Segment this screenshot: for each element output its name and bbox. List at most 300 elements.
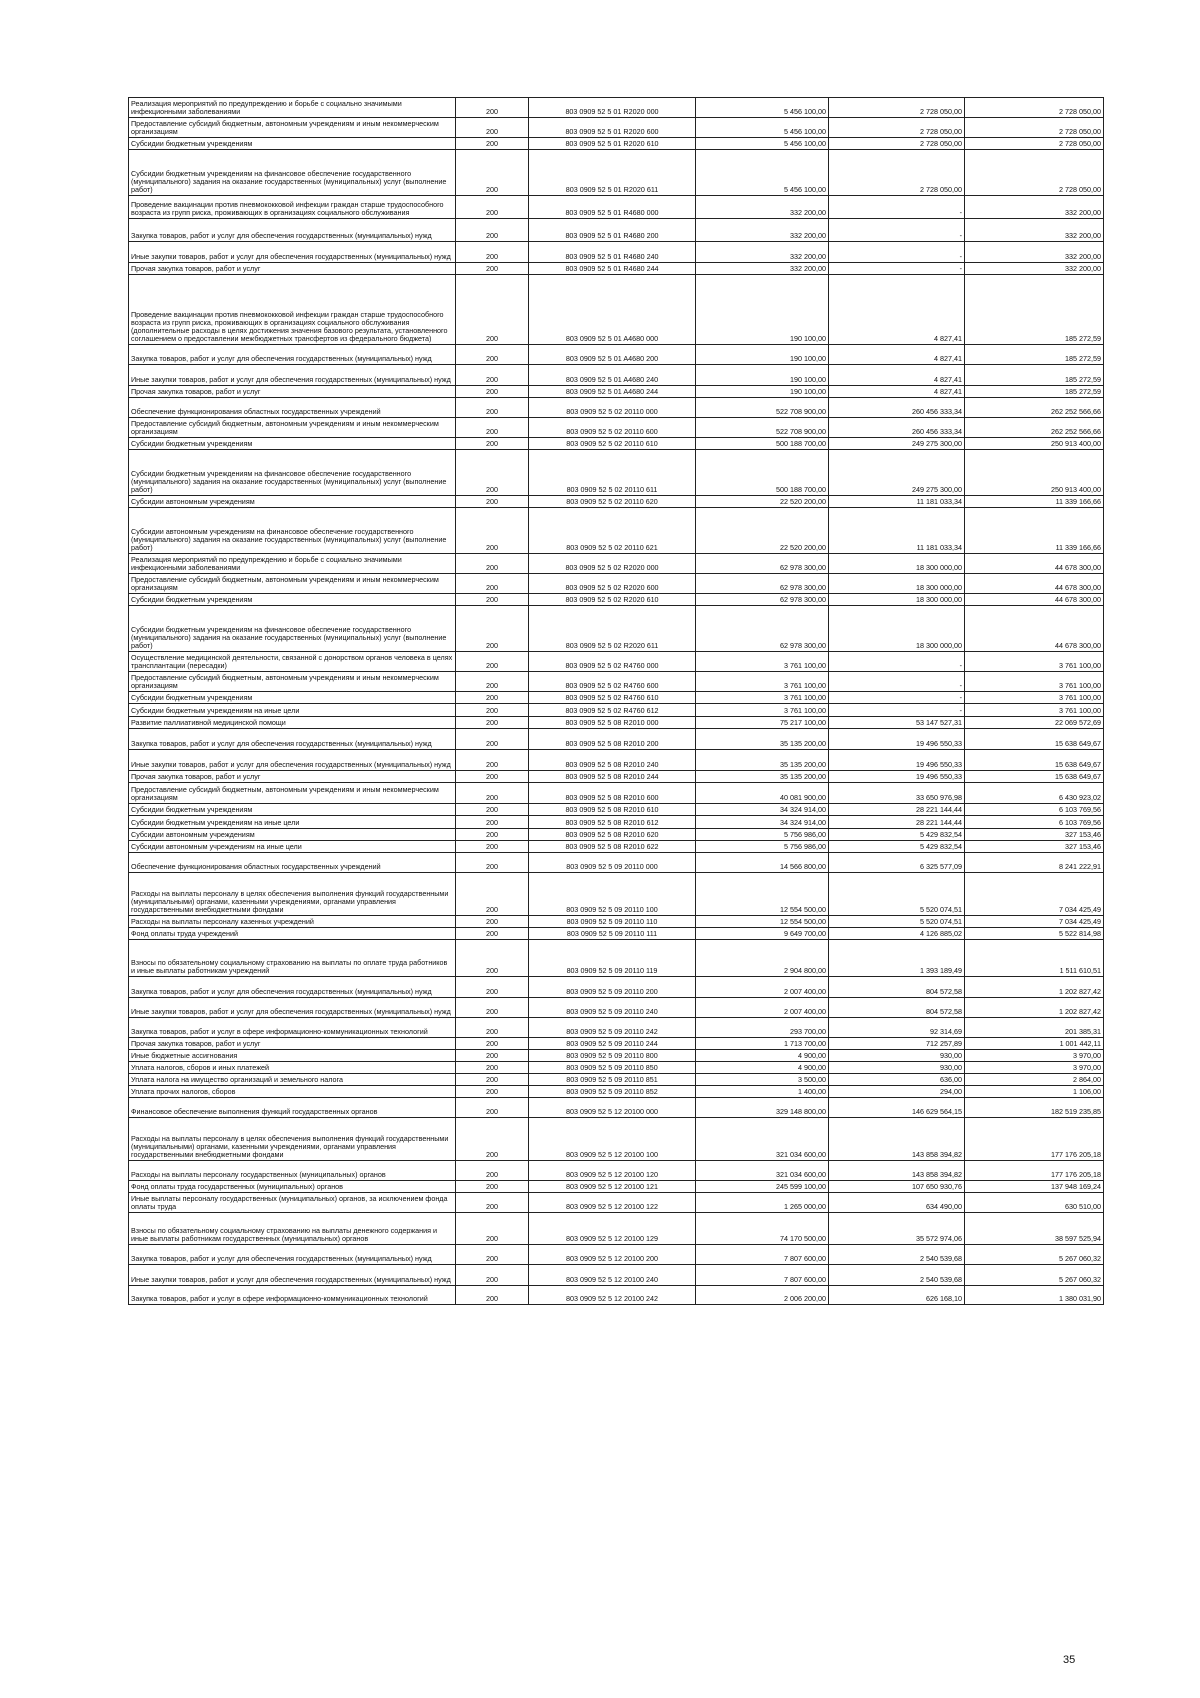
- cell-name: Расходы на выплаты персоналу государственных (муниципальных) органов: [129, 1161, 456, 1181]
- cell-kbk: 803 0909 52 5 12 20100 240: [529, 1265, 696, 1286]
- cell-v3: 182 519 235,85: [965, 1098, 1104, 1118]
- cell-v3: 177 176 205,18: [965, 1161, 1104, 1181]
- table-row: [129, 1265, 1104, 1286]
- cell-v1: 62 978 300,00: [696, 554, 829, 574]
- cell-v3: 3 761 100,00: [965, 704, 1104, 717]
- table-row: [129, 804, 1104, 816]
- cell-v3: 185 272,59: [965, 386, 1104, 398]
- cell-v1: 245 599 100,00: [696, 1181, 829, 1193]
- cell-v2: 2 728 050,00: [829, 138, 965, 150]
- cell-name: Субсидии бюджетным учреждениям на финансовое обеспечение государственного (муниципального) задания на оказание государственных (муниципальных) услуг (выполнение работ): [129, 606, 456, 652]
- cell-v1: 5 456 100,00: [696, 150, 829, 196]
- table-row: [129, 771, 1104, 783]
- cell-v1: 62 978 300,00: [696, 594, 829, 606]
- cell-name: Реализация мероприятий по предупреждению и борьбе с социально значимыми инфекционными заболеваниями: [129, 554, 456, 574]
- cell-v1: 332 200,00: [696, 242, 829, 263]
- cell-v3: 177 176 205,18: [965, 1118, 1104, 1161]
- table-row: [129, 594, 1104, 606]
- cell-code: 200: [456, 1193, 529, 1213]
- table-row: [129, 574, 1104, 594]
- cell-v3: 1 106,00: [965, 1086, 1104, 1098]
- table-row: [129, 1062, 1104, 1074]
- cell-code: 200: [456, 853, 529, 873]
- cell-code: 200: [456, 138, 529, 150]
- cell-name: Уплата налогов, сборов и иных платежей: [129, 1062, 456, 1074]
- cell-v2: 4 827,41: [829, 345, 965, 365]
- cell-v2: 2 728 050,00: [829, 98, 965, 118]
- table-row: [129, 242, 1104, 263]
- cell-v2: 294,00: [829, 1086, 965, 1098]
- cell-kbk: 803 0909 52 5 08 R2010 600: [529, 783, 696, 804]
- cell-v2: 2 728 050,00: [829, 118, 965, 138]
- cell-v1: 500 188 700,00: [696, 450, 829, 496]
- cell-v3: 137 948 169,24: [965, 1181, 1104, 1193]
- cell-name: Закупка товаров, работ и услуг для обеспечения государственных (муниципальных) нужд: [129, 1245, 456, 1265]
- cell-v3: 15 638 649,67: [965, 729, 1104, 750]
- cell-code: 200: [456, 704, 529, 717]
- table-row: [129, 508, 1104, 554]
- table-row: [129, 1118, 1104, 1161]
- cell-v1: 3 761 100,00: [696, 672, 829, 692]
- cell-kbk: 803 0909 52 5 01 A4680 000: [529, 275, 696, 345]
- cell-code: 200: [456, 275, 529, 345]
- cell-v2: 18 300 000,00: [829, 606, 965, 652]
- cell-v3: 11 339 166,66: [965, 496, 1104, 508]
- cell-kbk: 803 0909 52 5 08 R2010 612: [529, 816, 696, 829]
- cell-code: 200: [456, 916, 529, 928]
- cell-v1: 1 713 700,00: [696, 1038, 829, 1050]
- cell-code: 200: [456, 672, 529, 692]
- cell-v2: 712 257,89: [829, 1038, 965, 1050]
- cell-kbk: 803 0909 52 5 09 20110 240: [529, 998, 696, 1018]
- cell-code: 200: [456, 771, 529, 783]
- cell-name: Субсидии автономным учреждениям: [129, 496, 456, 508]
- cell-kbk: 803 0909 52 5 12 20100 000: [529, 1098, 696, 1118]
- cell-kbk: 803 0909 52 5 09 20110 000: [529, 853, 696, 873]
- cell-kbk: 803 0909 52 5 09 20110 119: [529, 940, 696, 977]
- table-row: [129, 398, 1104, 418]
- cell-name: Обеспечение функционирования областных государственных учреждений: [129, 398, 456, 418]
- cell-v3: 6 430 923,02: [965, 783, 1104, 804]
- cell-kbk: 803 0909 52 5 12 20100 120: [529, 1161, 696, 1181]
- cell-v2: 6 325 577,09: [829, 853, 965, 873]
- cell-v1: 14 566 800,00: [696, 853, 829, 873]
- cell-kbk: 803 0909 52 5 12 20100 242: [529, 1286, 696, 1305]
- table-row: [129, 750, 1104, 771]
- cell-v1: 5 456 100,00: [696, 118, 829, 138]
- cell-kbk: 803 0909 52 5 09 20110 110: [529, 916, 696, 928]
- cell-v3: 11 339 166,66: [965, 508, 1104, 554]
- cell-name: Фонд оплаты труда учреждений: [129, 928, 456, 940]
- cell-name: Субсидии бюджетным учреждениям: [129, 692, 456, 704]
- table-row: [129, 365, 1104, 386]
- table-row: [129, 652, 1104, 672]
- cell-kbk: 803 0909 52 5 01 R4680 244: [529, 263, 696, 275]
- cell-v3: 250 913 400,00: [965, 450, 1104, 496]
- cell-v3: 201 385,31: [965, 1018, 1104, 1038]
- cell-v2: -: [829, 692, 965, 704]
- cell-code: 200: [456, 438, 529, 450]
- table-row: [129, 606, 1104, 652]
- cell-name: Обеспечение функционирования областных государственных учреждений: [129, 853, 456, 873]
- cell-code: 200: [456, 1213, 529, 1245]
- cell-v3: 3 761 100,00: [965, 672, 1104, 692]
- cell-name: Прочая закупка товаров, работ и услуг: [129, 771, 456, 783]
- cell-name: Реализация мероприятий по предупреждению и борьбе с социально значимыми инфекционными заболеваниями: [129, 98, 456, 118]
- cell-v2: 107 650 930,76: [829, 1181, 965, 1193]
- cell-v2: 28 221 144,44: [829, 816, 965, 829]
- table-row: [129, 1098, 1104, 1118]
- cell-name: Расходы на выплаты персоналу в целях обеспечения выполнения функций государственными (муниципальными) органами, казенными учреждениями, органами управления государственными внебюджетными фондами: [129, 873, 456, 916]
- cell-v1: 522 708 900,00: [696, 398, 829, 418]
- cell-kbk: 803 0909 52 5 02 R2020 611: [529, 606, 696, 652]
- cell-v2: 5 429 832,54: [829, 829, 965, 841]
- cell-v3: 2 728 050,00: [965, 98, 1104, 118]
- cell-v1: 293 700,00: [696, 1018, 829, 1038]
- cell-v3: 2 728 050,00: [965, 150, 1104, 196]
- table-row: [129, 977, 1104, 998]
- cell-v3: 185 272,59: [965, 345, 1104, 365]
- cell-code: 200: [456, 1181, 529, 1193]
- cell-v3: 3 970,00: [965, 1050, 1104, 1062]
- cell-v1: 35 135 200,00: [696, 750, 829, 771]
- cell-v1: 3 761 100,00: [696, 692, 829, 704]
- cell-v3: 2 728 050,00: [965, 118, 1104, 138]
- cell-name: Осуществление медицинской деятельности, связанной с донорством органов человека в целях трансплантации (пересадки): [129, 652, 456, 672]
- cell-v1: 40 081 900,00: [696, 783, 829, 804]
- cell-v1: 74 170 500,00: [696, 1213, 829, 1245]
- cell-v1: 5 756 986,00: [696, 841, 829, 853]
- table-row: [129, 275, 1104, 345]
- cell-v1: 9 649 700,00: [696, 928, 829, 940]
- table-row: [129, 118, 1104, 138]
- cell-v1: 75 217 100,00: [696, 717, 829, 729]
- cell-v2: 249 275 300,00: [829, 438, 965, 450]
- cell-v1: 2 007 400,00: [696, 977, 829, 998]
- cell-name: Предоставление субсидий бюджетным, автономным учреждениям и иным некоммерческим организациям: [129, 783, 456, 804]
- cell-v2: 19 496 550,33: [829, 729, 965, 750]
- cell-v1: 12 554 500,00: [696, 873, 829, 916]
- cell-code: 200: [456, 1265, 529, 1286]
- cell-v1: 5 756 986,00: [696, 829, 829, 841]
- cell-kbk: 803 0909 52 5 02 R4760 000: [529, 652, 696, 672]
- cell-name: Прочая закупка товаров, работ и услуг: [129, 1038, 456, 1050]
- cell-kbk: 803 0909 52 5 08 R2010 620: [529, 829, 696, 841]
- cell-v2: 11 181 033,34: [829, 508, 965, 554]
- table-row: [129, 704, 1104, 717]
- table-row: [129, 1038, 1104, 1050]
- cell-kbk: 803 0909 52 5 01 R4680 200: [529, 219, 696, 242]
- cell-v1: 7 807 600,00: [696, 1265, 829, 1286]
- cell-v3: 44 678 300,00: [965, 606, 1104, 652]
- cell-v2: -: [829, 242, 965, 263]
- cell-v3: 2 864,00: [965, 1074, 1104, 1086]
- cell-name: Субсидии бюджетным учреждениям: [129, 138, 456, 150]
- cell-kbk: 803 0909 52 5 02 R4760 612: [529, 704, 696, 717]
- cell-kbk: 803 0909 52 5 02 R4760 600: [529, 672, 696, 692]
- cell-name: Закупка товаров, работ и услуг для обеспечения государственных (муниципальных) нужд: [129, 345, 456, 365]
- cell-kbk: 803 0909 52 5 09 20110 850: [529, 1062, 696, 1074]
- cell-code: 200: [456, 1062, 529, 1074]
- cell-name: Иные закупки товаров, работ и услуг для обеспечения государственных (муниципальных) нужд: [129, 750, 456, 771]
- table-row: [129, 717, 1104, 729]
- cell-v2: 11 181 033,34: [829, 496, 965, 508]
- cell-v2: 249 275 300,00: [829, 450, 965, 496]
- table-row: [129, 729, 1104, 750]
- cell-v3: 6 103 769,56: [965, 816, 1104, 829]
- table-row: [129, 1050, 1104, 1062]
- cell-v3: 3 970,00: [965, 1062, 1104, 1074]
- cell-code: 200: [456, 1286, 529, 1305]
- cell-kbk: 803 0909 52 5 01 A4680 244: [529, 386, 696, 398]
- cell-code: 200: [456, 998, 529, 1018]
- cell-v2: 18 300 000,00: [829, 554, 965, 574]
- cell-code: 200: [456, 508, 529, 554]
- cell-kbk: 803 0909 52 5 09 20110 100: [529, 873, 696, 916]
- cell-name: Субсидии бюджетным учреждениям на иные цели: [129, 816, 456, 829]
- budget-table: [128, 97, 1104, 1305]
- cell-code: 200: [456, 783, 529, 804]
- table-row: [129, 1193, 1104, 1213]
- cell-kbk: 803 0909 52 5 01 R2020 610: [529, 138, 696, 150]
- cell-kbk: 803 0909 52 5 09 20110 851: [529, 1074, 696, 1086]
- cell-code: 200: [456, 940, 529, 977]
- cell-v2: -: [829, 263, 965, 275]
- cell-code: 200: [456, 450, 529, 496]
- cell-v1: 190 100,00: [696, 345, 829, 365]
- cell-v2: 19 496 550,33: [829, 771, 965, 783]
- cell-v1: 34 324 914,00: [696, 816, 829, 829]
- cell-kbk: 803 0909 52 5 08 R2010 244: [529, 771, 696, 783]
- table-row: [129, 853, 1104, 873]
- cell-v1: 3 761 100,00: [696, 652, 829, 672]
- cell-v3: 3 761 100,00: [965, 692, 1104, 704]
- table-row: [129, 263, 1104, 275]
- cell-v2: 804 572,58: [829, 998, 965, 1018]
- table-row: [129, 873, 1104, 916]
- cell-v3: 332 200,00: [965, 242, 1104, 263]
- table-row: [129, 783, 1104, 804]
- cell-v3: 1 380 031,90: [965, 1286, 1104, 1305]
- cell-kbk: 803 0909 52 5 09 20110 111: [529, 928, 696, 940]
- cell-code: 200: [456, 594, 529, 606]
- cell-v3: 7 034 425,49: [965, 916, 1104, 928]
- cell-kbk: 803 0909 52 5 09 20110 852: [529, 1086, 696, 1098]
- cell-name: Закупка товаров, работ и услуг для обеспечения государственных (муниципальных) нужд: [129, 219, 456, 242]
- cell-code: 200: [456, 98, 529, 118]
- cell-kbk: 803 0909 52 5 01 A4680 240: [529, 365, 696, 386]
- cell-v3: 15 638 649,67: [965, 750, 1104, 771]
- cell-name: Проведение вакцинации против пневмококковой инфекции граждан старше трудоспособного возраста из групп риска, проживающих в организациях социального обслуживания: [129, 196, 456, 219]
- table-row: [129, 692, 1104, 704]
- cell-v2: 33 650 976,98: [829, 783, 965, 804]
- cell-v1: 2 904 800,00: [696, 940, 829, 977]
- cell-v2: 143 858 394,82: [829, 1118, 965, 1161]
- cell-v3: 327 153,46: [965, 829, 1104, 841]
- cell-v3: 5 267 060,32: [965, 1245, 1104, 1265]
- cell-name: Иные выплаты персоналу государственных (муниципальных) органов, за исключением фонда оплаты труда: [129, 1193, 456, 1213]
- table-row: [129, 1074, 1104, 1086]
- cell-code: 200: [456, 692, 529, 704]
- table-row: [129, 418, 1104, 438]
- cell-v1: 7 807 600,00: [696, 1245, 829, 1265]
- cell-name: Расходы на выплаты персоналу в целях обеспечения выполнения функций государственными (муниципальными) органами, казенными учреждениями, органами управления государственными внебюджетными фондами: [129, 1118, 456, 1161]
- table-row: [129, 1086, 1104, 1098]
- cell-kbk: 803 0909 52 5 08 R2010 000: [529, 717, 696, 729]
- cell-code: 200: [456, 750, 529, 771]
- cell-code: 200: [456, 873, 529, 916]
- cell-v1: 190 100,00: [696, 275, 829, 345]
- cell-v1: 190 100,00: [696, 386, 829, 398]
- cell-code: 200: [456, 263, 529, 275]
- cell-v2: 146 629 564,15: [829, 1098, 965, 1118]
- cell-kbk: 803 0909 52 5 02 20110 610: [529, 438, 696, 450]
- cell-kbk: 803 0909 52 5 09 20110 200: [529, 977, 696, 998]
- table-row: [129, 672, 1104, 692]
- cell-name: Уплата прочих налогов, сборов: [129, 1086, 456, 1098]
- budget-execution-table-sheet: [128, 97, 1103, 1305]
- cell-v1: 4 900,00: [696, 1050, 829, 1062]
- cell-v2: 634 490,00: [829, 1193, 965, 1213]
- cell-v3: 44 678 300,00: [965, 574, 1104, 594]
- table-row: [129, 1161, 1104, 1181]
- cell-kbk: 803 0909 52 5 08 R2010 240: [529, 750, 696, 771]
- cell-name: Субсидии бюджетным учреждениям на финансовое обеспечение государственного (муниципального) задания на оказание государственных (муниципальных) услуг (выполнение работ): [129, 150, 456, 196]
- cell-name: Прочая закупка товаров, работ и услуг: [129, 263, 456, 275]
- table-row: [129, 150, 1104, 196]
- cell-code: 200: [456, 345, 529, 365]
- table-row: [129, 928, 1104, 940]
- cell-v1: 500 188 700,00: [696, 438, 829, 450]
- table-row: [129, 345, 1104, 365]
- cell-v1: 2 007 400,00: [696, 998, 829, 1018]
- cell-v3: 44 678 300,00: [965, 594, 1104, 606]
- cell-name: Проведение вакцинации против пневмококковой инфекции граждан старше трудоспособного возраста из групп риска, проживающих в организациях социального обслуживания (дополнительные расходы в целях достижения значения базового результата, установленного соглашением о предоставлении межбюджетных трансфертов из федерального бюджета): [129, 275, 456, 345]
- cell-v2: 18 300 000,00: [829, 594, 965, 606]
- cell-name: Предоставление субсидий бюджетным, автономным учреждениям и иным некоммерческим организациям: [129, 672, 456, 692]
- cell-kbk: 803 0909 52 5 12 20100 129: [529, 1213, 696, 1245]
- cell-kbk: 803 0909 52 5 02 20110 620: [529, 496, 696, 508]
- cell-name: Предоставление субсидий бюджетным, автономным учреждениям и иным некоммерческим организациям: [129, 418, 456, 438]
- cell-name: Предоставление субсидий бюджетным, автономным учреждениям и иным некоммерческим организациям: [129, 118, 456, 138]
- cell-code: 200: [456, 652, 529, 672]
- cell-v1: 62 978 300,00: [696, 606, 829, 652]
- cell-v2: 92 314,69: [829, 1018, 965, 1038]
- table-row: [129, 998, 1104, 1018]
- cell-v3: 5 267 060,32: [965, 1265, 1104, 1286]
- cell-code: 200: [456, 1098, 529, 1118]
- cell-v2: 2 540 539,68: [829, 1265, 965, 1286]
- cell-v3: 7 034 425,49: [965, 873, 1104, 916]
- cell-name: Субсидии автономным учреждениям: [129, 829, 456, 841]
- table-row: [129, 1181, 1104, 1193]
- cell-v2: -: [829, 196, 965, 219]
- page-number: 35: [1063, 1654, 1076, 1666]
- cell-name: Субсидии бюджетным учреждениям на иные цели: [129, 704, 456, 717]
- cell-kbk: 803 0909 52 5 09 20110 242: [529, 1018, 696, 1038]
- cell-v3: 1 001 442,11: [965, 1038, 1104, 1050]
- cell-name: Субсидии бюджетным учреждениям на финансовое обеспечение государственного (муниципального) задания на оказание государственных (муниципальных) услуг (выполнение работ): [129, 450, 456, 496]
- cell-v2: 2 728 050,00: [829, 150, 965, 196]
- cell-code: 200: [456, 1018, 529, 1038]
- cell-v2: 4 126 885,02: [829, 928, 965, 940]
- cell-kbk: 803 0909 52 5 08 R2010 200: [529, 729, 696, 750]
- cell-code: 200: [456, 977, 529, 998]
- cell-v1: 5 456 100,00: [696, 98, 829, 118]
- cell-v1: 1 265 000,00: [696, 1193, 829, 1213]
- cell-v1: 190 100,00: [696, 365, 829, 386]
- cell-code: 200: [456, 574, 529, 594]
- cell-code: 200: [456, 729, 529, 750]
- cell-v1: 22 520 200,00: [696, 496, 829, 508]
- cell-code: 200: [456, 150, 529, 196]
- cell-v1: 3 500,00: [696, 1074, 829, 1086]
- cell-v3: 262 252 566,66: [965, 418, 1104, 438]
- cell-v1: 62 978 300,00: [696, 574, 829, 594]
- table-row: [129, 816, 1104, 829]
- table-row: [129, 450, 1104, 496]
- cell-v3: 38 597 525,94: [965, 1213, 1104, 1245]
- table-row: [129, 1213, 1104, 1245]
- cell-code: 200: [456, 829, 529, 841]
- cell-kbk: 803 0909 52 5 12 20100 122: [529, 1193, 696, 1213]
- cell-kbk: 803 0909 52 5 12 20100 121: [529, 1181, 696, 1193]
- cell-name: Закупка товаров, работ и услуг в сфере информационно-коммуникационных технологий: [129, 1286, 456, 1305]
- cell-v2: 5 520 074,51: [829, 916, 965, 928]
- cell-v1: 1 400,00: [696, 1086, 829, 1098]
- cell-code: 200: [456, 386, 529, 398]
- cell-v1: 332 200,00: [696, 263, 829, 275]
- cell-v3: 630 510,00: [965, 1193, 1104, 1213]
- cell-v3: 332 200,00: [965, 219, 1104, 242]
- cell-name: Субсидии автономным учреждениям на финансовое обеспечение государственного (муниципального) задания на оказание государственных (муниципальных) услуг (выполнение работ): [129, 508, 456, 554]
- cell-v1: 5 456 100,00: [696, 138, 829, 150]
- cell-v2: 636,00: [829, 1074, 965, 1086]
- cell-v3: 262 252 566,66: [965, 398, 1104, 418]
- cell-kbk: 803 0909 52 5 01 R4680 240: [529, 242, 696, 263]
- table-row: [129, 554, 1104, 574]
- cell-v2: 930,00: [829, 1062, 965, 1074]
- cell-kbk: 803 0909 52 5 02 20110 621: [529, 508, 696, 554]
- cell-code: 200: [456, 1074, 529, 1086]
- cell-v1: 321 034 600,00: [696, 1118, 829, 1161]
- table-row: [129, 386, 1104, 398]
- cell-v2: 626 168,10: [829, 1286, 965, 1305]
- cell-v1: 332 200,00: [696, 219, 829, 242]
- cell-v3: 5 522 814,98: [965, 928, 1104, 940]
- cell-name: Прочая закупка товаров, работ и услуг: [129, 386, 456, 398]
- cell-v2: 260 456 333,34: [829, 398, 965, 418]
- cell-name: Субсидии бюджетным учреждениям: [129, 594, 456, 606]
- cell-v2: -: [829, 672, 965, 692]
- cell-code: 200: [456, 841, 529, 853]
- cell-kbk: 803 0909 52 5 12 20100 100: [529, 1118, 696, 1161]
- cell-code: 200: [456, 496, 529, 508]
- cell-name: Субсидии бюджетным учреждениям: [129, 804, 456, 816]
- cell-kbk: 803 0909 52 5 02 R2020 000: [529, 554, 696, 574]
- cell-kbk: 803 0909 52 5 02 R4760 610: [529, 692, 696, 704]
- cell-name: Предоставление субсидий бюджетным, автономным учреждениям и иным некоммерческим организациям: [129, 574, 456, 594]
- cell-v3: 1 511 610,51: [965, 940, 1104, 977]
- cell-v3: 332 200,00: [965, 263, 1104, 275]
- cell-v3: 1 202 827,42: [965, 998, 1104, 1018]
- cell-kbk: 803 0909 52 5 02 R2020 610: [529, 594, 696, 606]
- cell-code: 200: [456, 717, 529, 729]
- cell-name: Уплата налога на имущество организаций и земельного налога: [129, 1074, 456, 1086]
- cell-name: Субсидии бюджетным учреждениям: [129, 438, 456, 450]
- cell-v2: 4 827,41: [829, 386, 965, 398]
- cell-v1: 12 554 500,00: [696, 916, 829, 928]
